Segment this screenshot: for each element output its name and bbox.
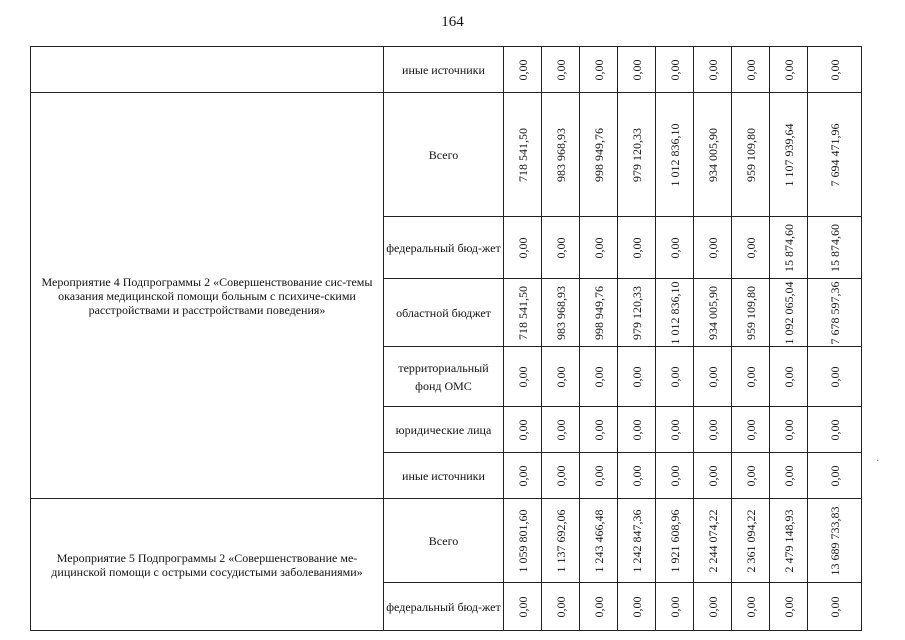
value-text: 1 137 692,06 [553, 509, 568, 572]
value-text: 0,00 [743, 596, 758, 617]
value-text: 959 109,80 [743, 285, 758, 340]
value-text: 0,00 [827, 59, 842, 80]
value-cell [504, 279, 542, 347]
activity-cell: Мероприятие 5 Подпрограммы 2 «Совершенствование ме-дицинской помощи с острыми сосудистыми заболеваниями» [31, 499, 384, 631]
value-cell [580, 217, 618, 279]
value-text: 0,00 [591, 465, 606, 486]
value-text: 934 005,90 [705, 127, 720, 182]
value-text: 0,00 [827, 366, 842, 387]
value-cell [504, 407, 542, 453]
value-cell [542, 407, 580, 453]
value-text: 1 921 608,96 [667, 509, 682, 572]
value-text: 0,00 [827, 596, 842, 617]
funding-source-cell: иные источники [384, 47, 504, 93]
value-text: 718 541,50 [515, 127, 530, 182]
funding-source-cell: федеральный бюд-жет [384, 583, 504, 631]
table-row [31, 47, 862, 93]
value-text: 959 109,80 [743, 127, 758, 182]
funding-source-cell: иные источники [384, 453, 504, 499]
value-cell [504, 47, 542, 93]
value-text: 1 107 939,64 [781, 123, 796, 186]
value-text: 1 012 836,10 [667, 281, 682, 344]
value-cell [770, 217, 808, 279]
value-text: 0,00 [667, 465, 682, 486]
value-cell [580, 453, 618, 499]
table-row [31, 499, 862, 583]
value-cell [694, 407, 732, 453]
value-cell [770, 279, 808, 347]
value-cell [656, 93, 694, 217]
value-cell [542, 499, 580, 583]
value-cell [808, 583, 862, 631]
value-cell [542, 583, 580, 631]
value-text: 0,00 [591, 596, 606, 617]
value-text: 0,00 [667, 59, 682, 80]
value-cell [732, 583, 770, 631]
value-text: 0,00 [629, 366, 644, 387]
value-text: 0,00 [781, 596, 796, 617]
value-text: 0,00 [667, 366, 682, 387]
value-cell [732, 93, 770, 217]
value-cell [732, 217, 770, 279]
value-cell [732, 453, 770, 499]
value-cell [770, 499, 808, 583]
value-text: 0,00 [743, 366, 758, 387]
value-cell [542, 93, 580, 217]
value-text: 0,00 [553, 59, 568, 80]
value-cell [694, 499, 732, 583]
value-cell [732, 499, 770, 583]
value-cell [580, 499, 618, 583]
value-cell [580, 347, 618, 407]
value-text: 0,00 [515, 596, 530, 617]
value-text: 0,00 [629, 237, 644, 258]
value-text: 0,00 [705, 366, 720, 387]
value-text: 1 242 847,36 [629, 509, 644, 572]
value-cell [732, 279, 770, 347]
value-text: 0,00 [591, 59, 606, 80]
value-cell [504, 217, 542, 279]
value-text: 0,00 [705, 237, 720, 258]
value-text: 15 874,60 [781, 223, 796, 272]
value-text: 15 874,60 [827, 223, 842, 272]
value-cell [694, 279, 732, 347]
funding-source-cell: Всего [384, 93, 504, 217]
page-number: 164 [441, 14, 464, 30]
value-cell [694, 583, 732, 631]
value-text: 983 968,93 [553, 127, 568, 182]
value-text: 0,00 [705, 596, 720, 617]
value-text: 0,00 [781, 59, 796, 80]
value-cell [542, 279, 580, 347]
value-text: 0,00 [515, 237, 530, 258]
value-cell [732, 407, 770, 453]
value-cell [580, 93, 618, 217]
value-cell [808, 499, 862, 583]
value-cell [618, 217, 656, 279]
value-text: 0,00 [553, 596, 568, 617]
value-cell [618, 407, 656, 453]
value-text: 0,00 [705, 465, 720, 486]
value-text: 0,00 [553, 366, 568, 387]
value-text: 0,00 [705, 419, 720, 440]
value-text: 0,00 [629, 419, 644, 440]
value-cell [770, 347, 808, 407]
value-text: 0,00 [591, 237, 606, 258]
value-text: 0,00 [515, 59, 530, 80]
budget-table [30, 46, 862, 631]
value-text: 0,00 [781, 419, 796, 440]
value-cell [504, 583, 542, 631]
value-text: 1 243 466,48 [591, 509, 606, 572]
value-text: 0,00 [515, 366, 530, 387]
value-cell [656, 47, 694, 93]
value-text: 0,00 [629, 596, 644, 617]
value-text: 0,00 [743, 465, 758, 486]
value-cell [770, 47, 808, 93]
value-text: 998 949,76 [591, 127, 606, 182]
activity-cell: Мероприятие 4 Подпрограммы 2 «Совершенствование сис-темы оказания медицинской помощи больным с психиче-скими расстройствами и расстройствами поведения» [31, 93, 384, 499]
value-text: 2 479 148,93 [781, 509, 796, 572]
value-text: 0,00 [743, 237, 758, 258]
value-text: 979 120,33 [629, 285, 644, 340]
value-text: 934 005,90 [705, 285, 720, 340]
value-text: 0,00 [827, 465, 842, 486]
value-cell [542, 217, 580, 279]
value-cell [808, 47, 862, 93]
value-cell [504, 453, 542, 499]
activity-cell [31, 47, 384, 93]
value-cell [656, 453, 694, 499]
value-cell [580, 407, 618, 453]
value-cell [542, 47, 580, 93]
funding-source-cell: юридические лица [384, 407, 504, 453]
value-text: 0,00 [667, 237, 682, 258]
value-text: 1 059 801,60 [515, 509, 530, 572]
value-cell [808, 453, 862, 499]
value-cell [770, 407, 808, 453]
value-text: 983 968,93 [553, 285, 568, 340]
value-cell [770, 583, 808, 631]
value-cell [542, 347, 580, 407]
value-text: 7 694 471,96 [827, 123, 842, 186]
value-text: 0,00 [743, 59, 758, 80]
value-text: 0,00 [515, 419, 530, 440]
value-cell [694, 453, 732, 499]
value-text: 0,00 [591, 366, 606, 387]
value-cell [580, 47, 618, 93]
value-text: 998 949,76 [591, 285, 606, 340]
value-cell [808, 407, 862, 453]
value-cell [618, 453, 656, 499]
value-cell [694, 347, 732, 407]
value-cell [808, 279, 862, 347]
value-text: 0,00 [743, 419, 758, 440]
value-cell [580, 583, 618, 631]
table-row [31, 93, 862, 217]
value-text: 0,00 [781, 465, 796, 486]
value-cell [656, 217, 694, 279]
value-cell [694, 93, 732, 217]
value-cell [770, 93, 808, 217]
value-text: 979 120,33 [629, 127, 644, 182]
value-cell [504, 499, 542, 583]
value-text: 0,00 [553, 419, 568, 440]
stray-mark: · [876, 456, 880, 467]
value-text: 13 689 733,83 [827, 506, 842, 575]
funding-source-cell: Всего [384, 499, 504, 583]
value-cell [694, 217, 732, 279]
value-cell [618, 499, 656, 583]
value-cell [808, 93, 862, 217]
value-cell [732, 347, 770, 407]
value-cell [808, 217, 862, 279]
value-cell [618, 47, 656, 93]
value-text: 0,00 [629, 465, 644, 486]
value-cell [618, 93, 656, 217]
value-text: 0,00 [553, 465, 568, 486]
value-text: 2 244 074,22 [705, 509, 720, 572]
funding-source-cell: федеральный бюд-жет [384, 217, 504, 279]
value-text: 0,00 [827, 419, 842, 440]
value-cell [618, 583, 656, 631]
value-cell [542, 453, 580, 499]
value-text: 0,00 [629, 59, 644, 80]
value-text: 0,00 [667, 419, 682, 440]
value-cell [656, 407, 694, 453]
value-cell [656, 583, 694, 631]
value-cell [580, 279, 618, 347]
value-cell [770, 453, 808, 499]
value-text: 1 012 836,10 [667, 123, 682, 186]
value-text: 0,00 [781, 366, 796, 387]
value-cell [504, 93, 542, 217]
value-text: 0,00 [515, 465, 530, 486]
value-text: 0,00 [705, 59, 720, 80]
funding-source-cell: областной бюджет [384, 279, 504, 347]
value-cell [656, 279, 694, 347]
value-cell [808, 347, 862, 407]
value-cell [732, 47, 770, 93]
value-text: 7 678 597,36 [827, 281, 842, 344]
table-body [31, 47, 862, 631]
funding-source-cell: территориальный фонд ОМС [384, 347, 504, 407]
value-cell [618, 347, 656, 407]
value-cell [656, 347, 694, 407]
value-text: 718 541,50 [515, 285, 530, 340]
value-text: 1 092 065,04 [781, 281, 796, 344]
value-cell [694, 47, 732, 93]
value-text: 0,00 [553, 237, 568, 258]
value-cell [656, 499, 694, 583]
value-text: 0,00 [667, 596, 682, 617]
value-cell [618, 279, 656, 347]
value-text: 0,00 [591, 419, 606, 440]
value-text: 2 361 094,22 [743, 509, 758, 572]
value-cell [504, 347, 542, 407]
